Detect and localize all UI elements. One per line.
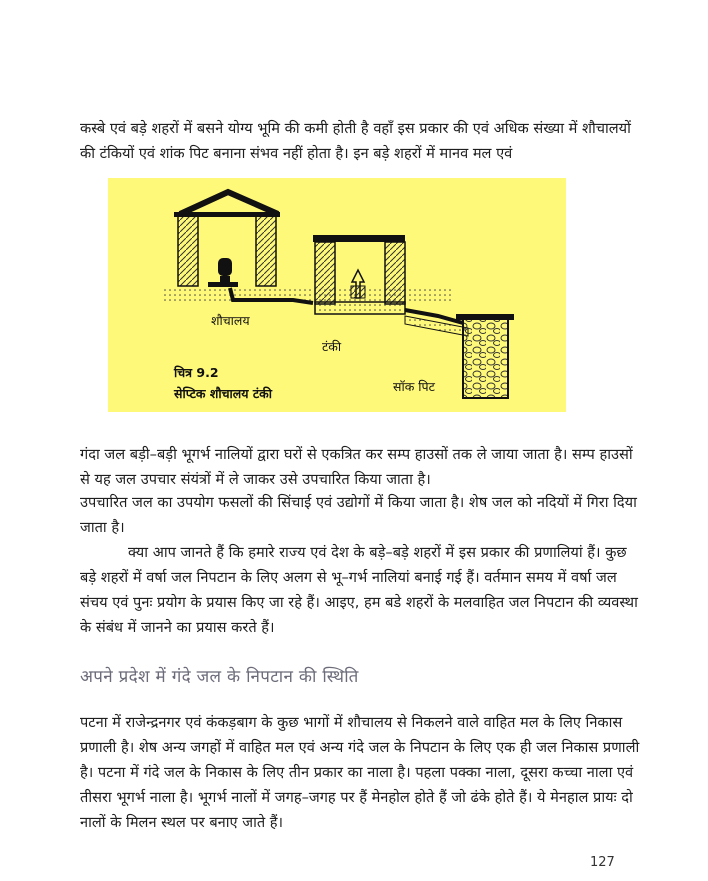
paragraph-patna: पटना में राजेन्द्रनगर एवं कंकड़बाग के कुछ भागों में शौचालय से निकलने वाले वाहित मल के लिए निकास प्रणाली है। शेष अन्य जगहों में वाहित मल एवं अन्य गंदे जल के निपटान के लिए एक ही जल निकास प्रणाली है। पटना में गंदे जल के निकास के लिए तीन प्रकार का नाला है। पहला पक्का नाला, दूसरा कच्चा नाला एवं तीसरा भूगर्भ नाला है। भूगर्भ नालों में जगह–जगह पर हैं मेनहोल होते हैं जो ढंके होते हैं। ये मेनहाल प्रायः दो नालों के मिलन स्थल पर बनाए जाते हैं। — [80, 714, 640, 831]
paragraph-do-you-know — [80, 540, 640, 640]
label-toilet: शौचालय — [211, 313, 250, 328]
toilet-pan — [208, 258, 238, 287]
septic-tank-figure — [108, 178, 566, 412]
paragraph-sewage: गंदा जल बड़ी–बड़ी भूगर्भ नालियों द्वारा घरों से एकत्रित कर सम्प हाउसों तक ले जाया जाता है। सम्प हाउसों से यह जल उपचार संयंत्रों में ले जाकर उसे उपचारित किया जाता है। — [80, 446, 633, 488]
figure-number: चित्र 9.2 — [174, 365, 219, 380]
section-heading: अपने प्रदेश में गंदे जल के निपटान की स्थिति — [80, 667, 359, 687]
paragraph-do-you-know-text: क्या आप जानते हैं कि हमारे राज्य एवं देश के बड़े–बड़े शहरों में इस प्रकार की प्रणालियां हैं। कुछ बड़े शहरों में वर्षा जल निपटान के लिए अलग से भू–गर्भ नालियां बनाई गई हैं। वर्तमान समय में वर्षा जल संचय एवं पुनः प्रयोग के प्रयास किए जा रहे हैं। आइए, हम बडे शहरों के मलवाहित जल निपटान की व्यवस्था के संबंध में जानने का प्रयास करते हैं। — [80, 544, 638, 636]
label-tank: टंकी — [322, 339, 342, 354]
ground-layer — [163, 288, 453, 302]
figure-caption: सेप्टिक शौचालय टंकी — [174, 386, 272, 401]
paragraph-intro: कस्बे एवं बड़े शहरों में बसने योग्य भूमि की कमी होती है वहाँ इस प्रकार की एवं अधिक संख्या में शौचालयों की टंकियों एवं शांक पिट बनाना संभव नहीं होता है। इन बड़े शहरों में मानव मल एवं — [80, 120, 631, 162]
soak-pit — [456, 314, 514, 398]
label-soak-pit: सॉक पिट — [393, 379, 435, 394]
page-number: 127 — [590, 855, 615, 870]
tank — [313, 235, 405, 314]
paragraph-treated-water: उपचारित जल का उपयोग फसलों की सिंचाई एवं उद्योगों में किया जाता है। शेष जल को नदियों में गिरा दिया जाता है। — [80, 494, 637, 536]
